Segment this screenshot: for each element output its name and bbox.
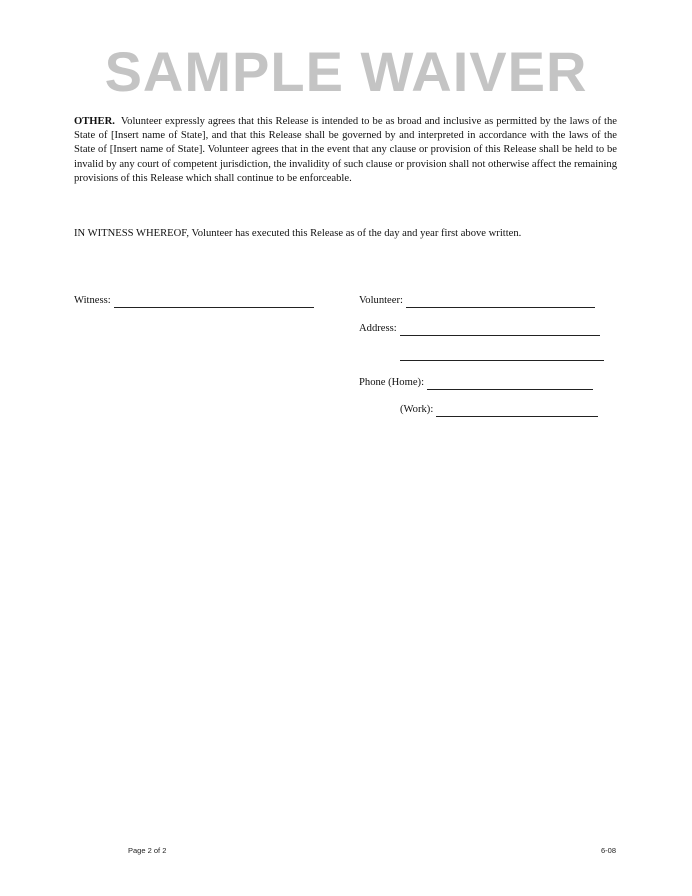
watermark-title: SAMPLE WAIVER (104, 40, 588, 103)
phone-home-field (359, 376, 593, 390)
address-label: Address: (359, 323, 397, 334)
volunteer-label: Volunteer: (359, 295, 403, 306)
address-field (359, 322, 600, 336)
witness-signature-line[interactable] (114, 296, 314, 308)
address-line-2[interactable] (400, 349, 604, 361)
phone-home-label: Phone (Home): (359, 377, 425, 388)
other-clause (74, 115, 617, 186)
address-line-1[interactable] (400, 324, 600, 336)
volunteer-signature-line[interactable] (406, 296, 595, 308)
witness-statement: IN WITNESS WHEREOF, Volunteer has executed this Release as of the day and year first above written. (74, 228, 522, 239)
witness-label: Witness: (74, 295, 111, 306)
phone-work-line[interactable] (436, 405, 598, 417)
clause-body: Volunteer expressly agrees that this Release is intended to be as broad and inclusive as permitted by the laws of the State of [Insert name of State], and that this Release shall be governed by and interpreted in accordance with the laws of the State of [Insert name of State]. Volunteer agrees that in the event that any clause or provision of this Release shall be held to be invalid by any court of competent jurisdiction, the invalidity of such clause or provision shall not otherwise affect the remaining provisions of this Release which shall continue to be enforceable. (74, 116, 617, 184)
footer-page-number: Page 2 of 2 (128, 846, 167, 855)
phone-home-line[interactable] (427, 378, 593, 390)
clause-heading: OTHER. (74, 116, 115, 127)
witness-signature (74, 294, 314, 308)
phone-work-label: (Work): (400, 404, 434, 415)
phone-work-field (400, 403, 598, 417)
volunteer-signature (359, 294, 595, 308)
footer-version: 6-08 (601, 846, 617, 855)
address-field-2 (400, 349, 604, 361)
